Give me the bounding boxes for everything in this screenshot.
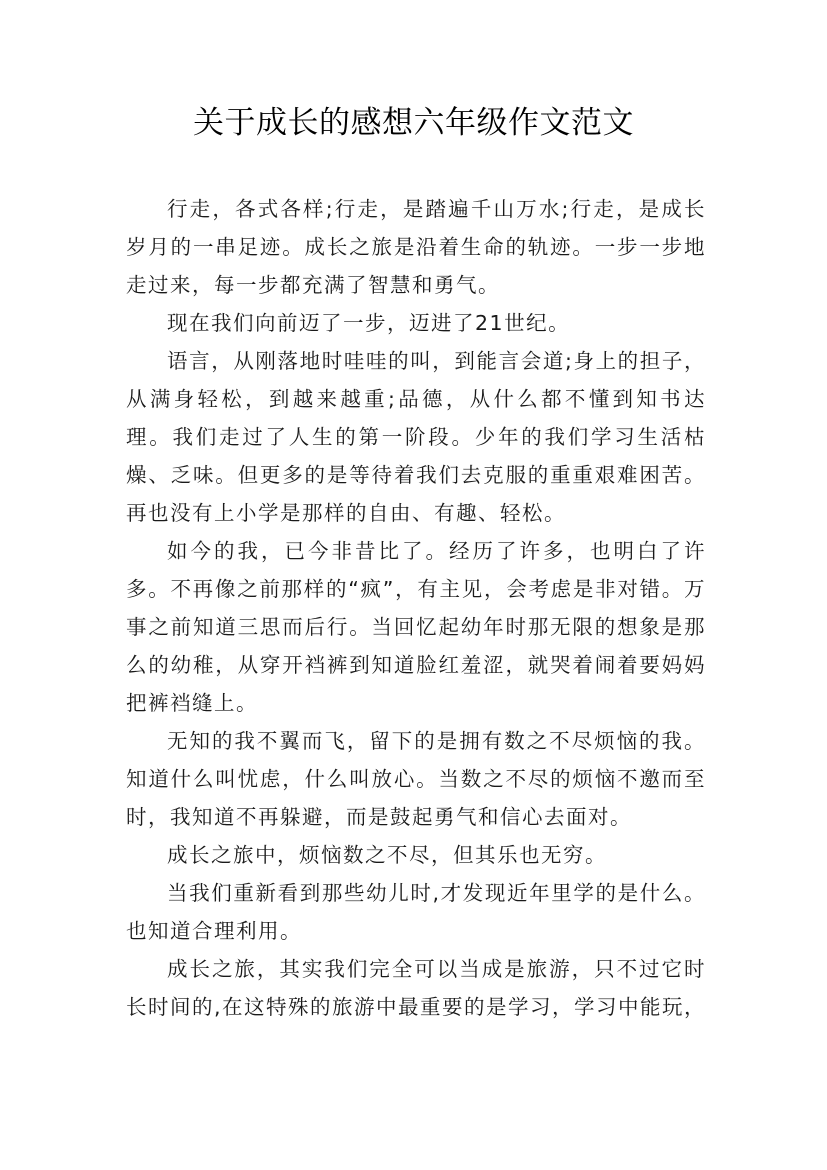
paragraph-6: 成长之旅中，烦恼数之不尽，但其乐也无穷。 bbox=[167, 843, 607, 867]
paragraph-4: 如今的我，已今非昔比了。经历了许多，也明白了许多。不再像之前那样的“疯”，有主见，会考虑是非对错。万事之前知道三思而后行。当回忆起幼年时那无限的想象是那么的幼稚，从穿开裆裤到知道脸红羞涩，就哭着闹着要妈妈把裤裆缝上。 bbox=[126, 539, 706, 715]
paragraph-7: 当我们重新看到那些幼儿时,才发现近年里学的是什么。也知道合理利用。 bbox=[126, 881, 706, 943]
paragraph-3: 语言，从刚落地时哇哇的叫，到能言会道;身上的担子，从满身轻松，到越来越重;品德，从什么都不懂到知书达理。我们走过了人生的第一阶段。少年的我们学习生活枯燥、乏味。但更多的是等待着我们去克服的重重艰难困苦。再也没有上小学是那样的自由、有趣、轻松。 bbox=[126, 349, 706, 525]
document-title: 关于成长的感想六年级作文范文 bbox=[193, 105, 634, 141]
paragraph-5: 无知的我不翼而飞，留下的是拥有数之不尽烦恼的我。知道什么叫忧虑，什么叫放心。当数之不尽的烦恼不邀而至时，我知道不再躲避，而是鼓起勇气和信心去面对。 bbox=[126, 729, 706, 829]
document-body bbox=[126, 190, 706, 1026]
paragraph-8: 成长之旅，其实我们完全可以当成是旅游，只不过它时长时间的,在这特殊的旅游中最重要的是学习，学习中能玩， bbox=[126, 957, 707, 1019]
paragraph-1: 行走，各式各样;行走，是踏遍千山万水;行走，是成长岁月的一串足迹。成长之旅是沿着生命的轨迹。一步一步地走过来，每一步都充满了智慧和勇气。 bbox=[126, 197, 706, 297]
paragraph-2: 现在我们向前迈了一步，迈进了21世纪。 bbox=[167, 311, 571, 335]
